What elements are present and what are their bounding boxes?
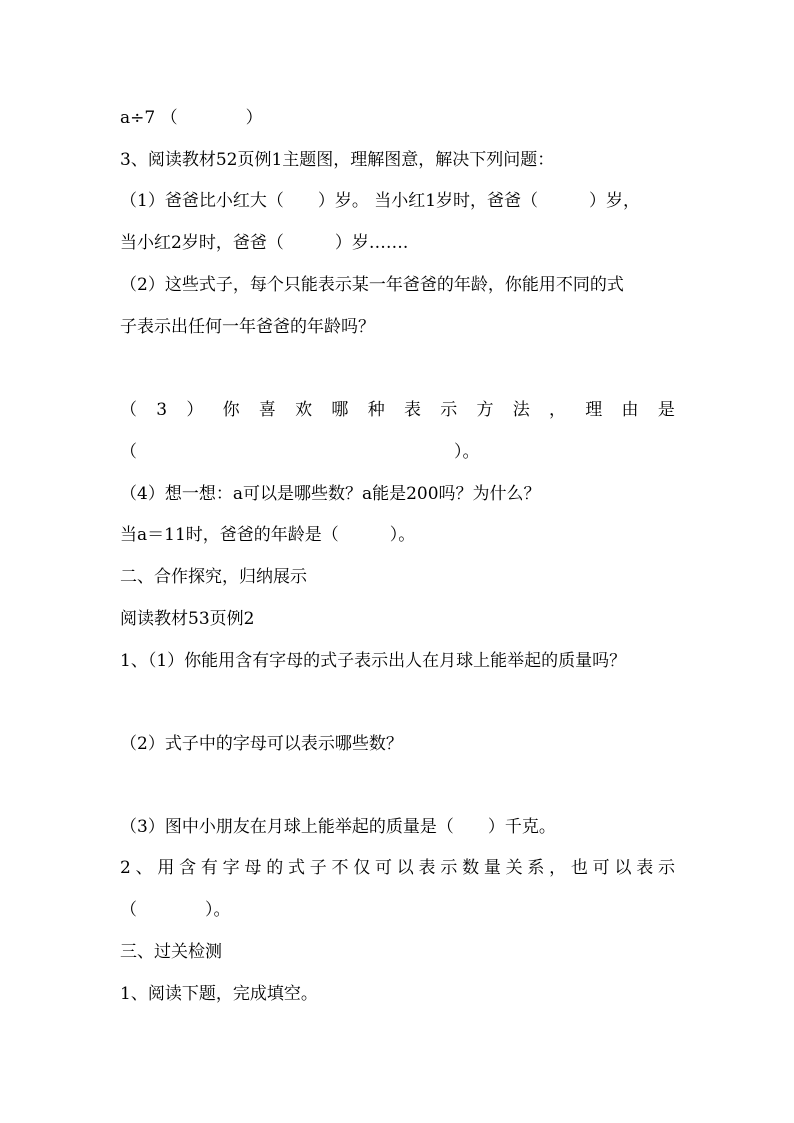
question-3-part-4-follow-up: 当a＝11时，爸爸的年龄是（ ）。 — [120, 525, 416, 545]
glyph: ， — [549, 400, 567, 420]
glyph: 由 — [621, 400, 639, 420]
glyph: 数 — [462, 858, 480, 878]
glyph: 欢 — [295, 400, 313, 420]
glyph: 仅 — [353, 858, 371, 878]
glyph: 母 — [244, 858, 262, 878]
glyph: 量 — [483, 858, 501, 878]
glyph: 理 — [585, 400, 603, 420]
glyph: 是 — [657, 400, 675, 420]
glyph: 、 — [135, 858, 153, 878]
glyph: 可 — [592, 858, 610, 878]
section-2-question-1-part-3: （3）图中小朋友在月球上能举起的质量是（ ）千克。 — [120, 817, 556, 837]
question-3-heading: 3、阅读教材52页例1主题图，理解图意，解决下列问题： — [120, 150, 555, 170]
section-3-heading: 三、过关检测 — [120, 942, 222, 962]
glyph: 表 — [636, 858, 654, 878]
question-3-part-4: （4）想一想：a可以是哪些数？a能是200吗？为什么？ — [120, 484, 541, 504]
glyph: 系 — [527, 858, 545, 878]
glyph: 以 — [396, 858, 414, 878]
glyph: 式 — [287, 858, 305, 878]
glyph: ） — [186, 400, 204, 420]
question-3-part-1-continued: 当小红2岁时，爸爸（ ）岁……. — [120, 233, 409, 253]
glyph: 示 — [440, 400, 458, 420]
section-3-question-1: 1、阅读下题，完成填空。 — [120, 984, 318, 1004]
section-2-question-2-answer: （ ）。 — [120, 900, 231, 920]
glyph: 用 — [157, 858, 175, 878]
question-3-part-2-continued: 子表示出任何一年爸爸的年龄吗？ — [120, 317, 375, 337]
glyph: 的 — [266, 858, 284, 878]
glyph: 示 — [440, 858, 458, 878]
glyph: 关 — [505, 858, 523, 878]
glyph: 有 — [200, 858, 218, 878]
glyph: 表 — [403, 400, 421, 420]
glyph: 3 — [156, 400, 168, 420]
section-2-question-1-part-1: 1、（1）你能用含有字母的式子表示出人在月球上能举起的质量吗？ — [120, 651, 627, 671]
glyph: 示 — [657, 858, 675, 878]
question-3-part-2: （2）这些式子，每个只能表示某一年爸爸的年龄，你能用不同的式 — [120, 275, 624, 295]
question-3-part-1: （1）爸爸比小红大（ ）岁。 当小红1岁时，爸爸（ ）岁， — [120, 191, 641, 211]
read-example-2: 阅读教材53页例2 — [120, 609, 255, 629]
glyph: 2 — [120, 858, 131, 878]
glyph: ， — [549, 858, 567, 878]
glyph: 可 — [375, 858, 393, 878]
glyph: 你 — [222, 400, 240, 420]
question-3-part-3-answer-line — [120, 440, 675, 464]
answer-close-paren: ）。 — [454, 442, 480, 462]
glyph: 表 — [418, 858, 436, 878]
glyph: 哪 — [331, 400, 349, 420]
question-3-part-3 — [120, 398, 675, 422]
glyph: 含 — [179, 858, 197, 878]
glyph: 字 — [222, 858, 240, 878]
glyph: 种 — [367, 400, 385, 420]
glyph: 方 — [476, 400, 494, 420]
glyph: （ — [120, 400, 137, 420]
glyph: 不 — [331, 858, 349, 878]
glyph: 也 — [570, 858, 588, 878]
text-line-a-div-7: a÷7 （ ） — [120, 108, 263, 128]
section-2-question-1-part-2: （2）式子中的字母可以表示哪些数？ — [120, 734, 403, 754]
section-2-heading: 二、合作探究，归纳展示 — [120, 567, 307, 587]
answer-open-paren: （ — [120, 442, 137, 462]
section-2-question-2 — [120, 856, 675, 880]
glyph: 法 — [512, 400, 530, 420]
glyph: 喜 — [258, 400, 276, 420]
glyph: 子 — [309, 858, 327, 878]
glyph: 以 — [614, 858, 632, 878]
